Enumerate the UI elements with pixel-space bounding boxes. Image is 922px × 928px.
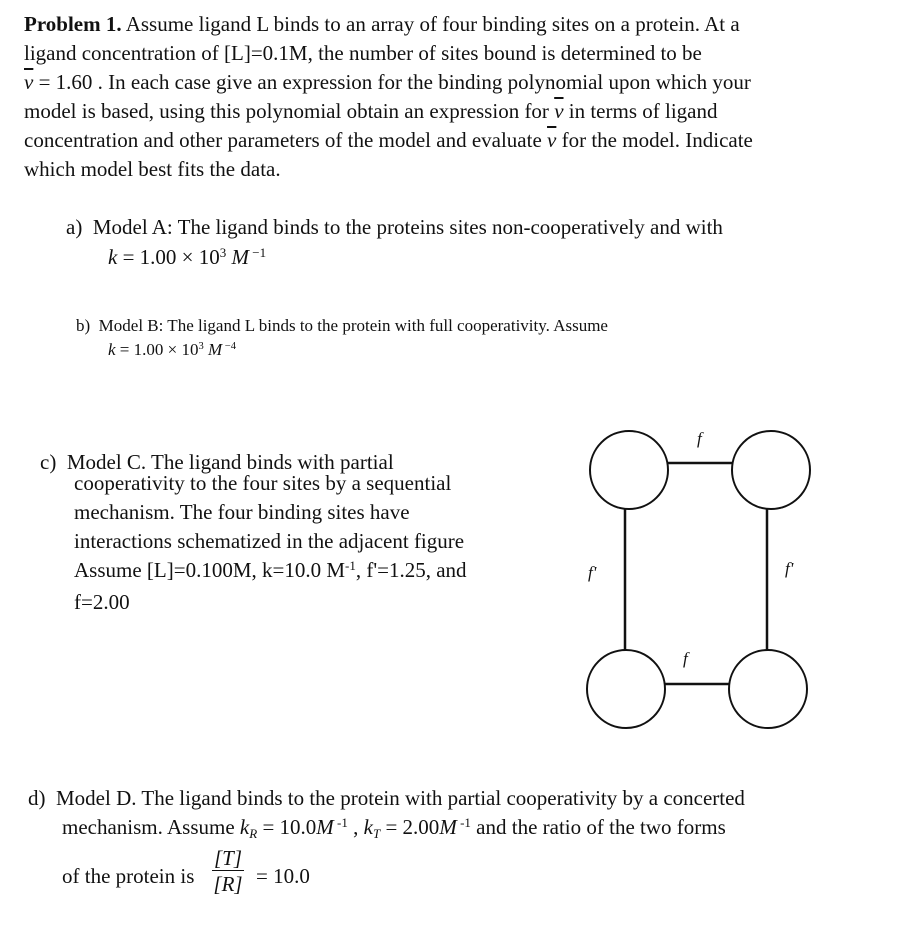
model-b-marker: b) [76, 316, 91, 335]
problem-label: Problem 1. [24, 12, 122, 36]
site-top-left [590, 431, 668, 509]
model-d-line-2: mechanism. Assume $k_R = 10.0M$ $^{-1}$ , $k_T = 2.00M$ $^{-1}$ and the ratio of the two forms [62, 814, 726, 841]
problem-line-6: which model best fits the data. [24, 157, 281, 181]
model-d-marker: d) [28, 786, 46, 810]
nu-bar-symbol: $\overline{\nu}$ [547, 128, 557, 152]
model-c-line-4: interactions schematized in the adjacent figure [74, 529, 465, 553]
problem-line-1: Problem 1. Assume ligand L binds to an array of four binding sites on a protein. At a [24, 12, 740, 36]
label-f-top: f [697, 429, 702, 448]
label-f-bottom: f [683, 649, 688, 668]
model-c-line-1: c) Model C. The ligand binds with partial [40, 450, 394, 474]
model-c-line-5: Assume [L]=0.100M, k=10.0 $M^{-1}$, f'=1.25, and [74, 557, 467, 582]
problem-line-3: $\overline{\nu} = 1.60$ . In each case give an expression for the binding polynomial upon which your [24, 70, 751, 94]
ratio-numerator: [T] [214, 846, 243, 870]
model-b-line-1: b) Model B: The ligand L binds to the protein with full cooperativity. Assume [76, 316, 608, 335]
model-d-line-3: of the protein is [62, 864, 195, 888]
model-c-marker: c) [40, 450, 57, 474]
site-bottom-right [729, 650, 807, 728]
model-a-equation: $k = 1.00 \times 10^3$ M $^{-1}$ [108, 244, 267, 269]
model-a-line-1: a) Model A: The ligand binds to the proteins sites non-cooperatively and with [66, 215, 723, 239]
model-c-line-3: mechanism. The four binding sites have [74, 500, 410, 524]
model-c-line-6: f=2.00 [74, 590, 130, 614]
ratio-value: = 10.0 [256, 864, 310, 888]
model-d-line-1: d) Model D. The ligand binds to the protein with partial cooperativity by a concerted [28, 786, 745, 810]
model-c-line-2: cooperativity to the four sites by a sequential [74, 471, 452, 495]
problem-line-4: model is based, using this polynomial obtain an expression for $\overline{\nu}$ in terms of ligand [24, 99, 718, 123]
problem-line-5: concentration and other parameters of the model and evaluate $\overline{\nu}$ for the model. Indicate [24, 128, 753, 152]
label-fprime-left: f' [588, 563, 597, 582]
site-bottom-left [587, 650, 665, 728]
model-a-marker: a) [66, 215, 83, 239]
label-fprime-right: f' [785, 559, 794, 578]
site-top-right [732, 431, 810, 509]
ratio-fraction [212, 846, 244, 897]
problem-line-2: ligand concentration of [L]=0.1M, the number of sites bound is determined to be [24, 41, 702, 65]
ratio-denominator: [R] [213, 872, 243, 896]
nu-bar-symbol: $\overline{\nu}$ [24, 70, 34, 94]
nu-bar-symbol: $\overline{\nu}$ [554, 99, 564, 123]
model-b-equation: $k = 1.00 \times 10^3$ M $^{-4}$ [108, 340, 237, 359]
